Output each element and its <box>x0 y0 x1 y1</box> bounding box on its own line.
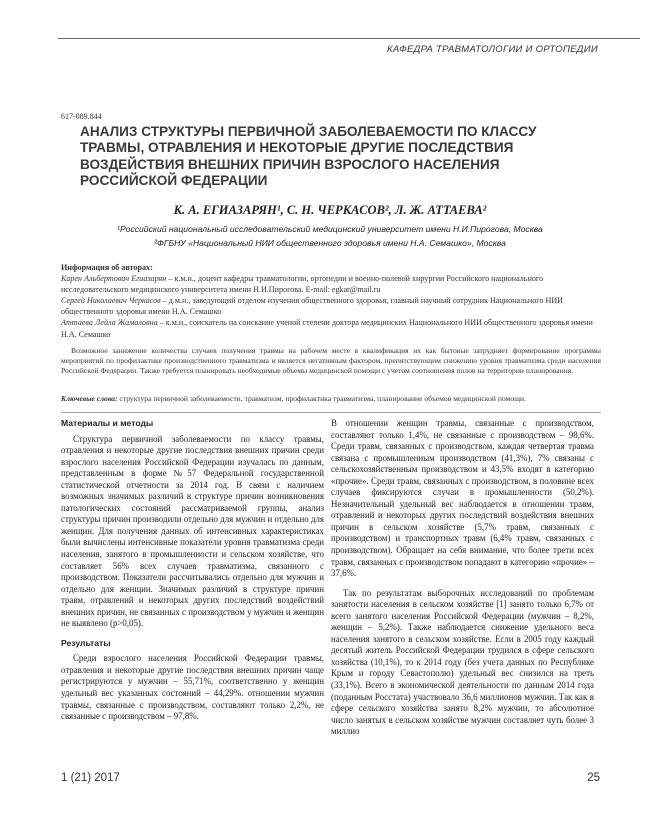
author-info-name: Карен Альбертович Егиазарян <box>61 274 167 284</box>
keywords-label: Ключевые слова: <box>61 394 118 403</box>
keywords-rule <box>61 412 601 413</box>
author-info-text: – к.м.н., доцент кафедры травматологии, ортопедии и военно-полевой хирургии Российского национального исследовательского медицинского университета имени Н.И.Пирогова. E-mail: egkar@mail.ru <box>61 274 544 295</box>
page-number: 25 <box>587 772 600 784</box>
keywords-text: структура первичной заболеваемости, травматизм, профилактика травматизма, планирование объемов медицинской помощи. <box>117 394 526 403</box>
header-rule <box>58 38 640 39</box>
author-info-heading: Информация об авторах: <box>61 263 153 272</box>
article-authors: К. А. ЕГИАЗАРЯН¹, С. Н. ЧЕРКАСОВ², Л. Ж. АТТАЕВА² <box>173 203 487 217</box>
author-info-text: – к.м.н., соискатель на соискание ученой степени доктора медицинских Национального НИИ общественного здоровья имени Н.А. Семашко <box>61 318 593 339</box>
journal-section-header: КАФЕДРА ТРАВМАТОЛОГИИ И ОРТОПЕДИИ <box>386 44 598 55</box>
author-info <box>61 262 601 340</box>
affiliation-2: ²ФГБНУ «Национальный НИИ общественного здоровья имени Н.А. Семашко», Москва <box>154 238 506 248</box>
article-title: АНАЛИЗ СТРУКТУРЫ ПЕРВИЧНОЙ ЗАБОЛЕВАЕМОСТИ ПО КЛАССУ ТРАВМЫ, ОТРАВЛЕНИЯ И НЕКОТОРЫЕ ДРУГИЕ ПОСЛЕДСТВИЯ ВОЗДЕЙСТВИЯ ВНЕШНИХ ПРИЧИН ВЗРОСЛОГО НАСЕЛЕНИЯ РОССИЙСКОЙ ФЕДЕРАЦИИ <box>80 124 537 189</box>
affiliation-1: ¹Российский национальный исследовательский медицинский университет имени Н.И.Пирогова, Москва <box>117 224 543 234</box>
results-heading: Результаты <box>61 637 111 648</box>
keywords <box>61 394 601 403</box>
udk-code: 617-089.844 <box>61 112 102 121</box>
right-column <box>331 418 594 738</box>
author-info-entry <box>61 273 601 295</box>
left-column <box>61 418 324 723</box>
methods-paragraph: Структура первичной заболеваемости по классу травмы, отравления и некоторые другие последствия внешних причин среди взрослого населения Российской Федерации изучалась по данным, представленным в форме №57 Федеральной государственной статистической отчетности за 2014 год. В связи с наличием возможных значимых различий в структуре причин возникновения патологических состояний рассматриваемой группы, анализ структуры причин производили отдельно для мужчин и отдельно для женщин. Для получения данных об интенсивных характеристиках были вычислены интенсивные показатели уровня травматизма среди населения, занятого в промышленности и сельском хозяйстве, что составляет 56% всех случаев травматизма, связанного с производством. Показатели рассчитывались отдельно для мужчин и отдельно для женщин. Значимых различий в структуре причин травм, отравлений и некоторых других последствий воздействий внешних причин, не связанных с производством у мужчин и женщин не выявлено (р>0,05). <box>61 433 324 629</box>
employment-paragraph: Так по результатам выборочных исследований по проблемам занятости населения в сельском хозяйстве [1] занято только 6,7% от всего занятого населения Российской Федерации (мужчин – 8,2%, женщин – 5,2%). Также наблюдается снижение удельного веса населения занятого в сельском хозяйстве. Если в 2005 году каждый десятый житель Российской Федерации трудился в сфере сельского хозяйства (10,1%), то к 2014 году (без учета данных по Республике Крым и городу Севастополю) удельный вес снизился на треть (33,1%). Всего в экономической деятельности по данным 2014 года (поданным Росстата) участвовало 36,6 миллионов мужчин. Так как в сфере сельского хозяйства занято 8,2% мужчин, то абсолютное число занятых в сельском хозяйстве мужчин составляет чуть более 3 миллио <box>331 587 594 737</box>
author-info-name: Сергей Николаевич Черкасов <box>61 296 161 306</box>
author-info-entry <box>61 317 601 339</box>
author-info-name: Аттаева Лейла Жамаловна <box>61 318 158 328</box>
issue-number: 1 (21) 2017 <box>61 772 120 784</box>
methods-heading: Материалы и методы <box>61 418 154 428</box>
abstract: Возможное занижение количества случаев получения травмы на рабочем месте в квалификация их как бытовые затрудняет формирование программы мероприятий по профилактике производственного травматизма и является негативным фактором, препятствующим снижению уровня травматизма среди населения Российской Федерации. Также требуется планировать необходимые объемы медицинской помощи с учетом соотношения полов на территории планирования. <box>61 346 601 376</box>
author-info-entry <box>61 295 601 317</box>
author-info-text: – д.м.н., заведующий отделом изучения общественного здоровья, главный научный сотрудник Национального НИИ общественного здоровья имени Н.А. Семашко <box>61 296 564 317</box>
results-paragraph: Среди взрослого населения Российской Федерации травмы, отравления и некоторые другие последствия внешних причин чаще регистрируются у мужчин – 55,71%, соответственно у женщин удельный вес указанных состояний – 44,29%. отношении мужчин травмы, связанные с производством, составляют только 2,2%, не связанные с производством – 97,8%. <box>61 653 324 722</box>
results-paragraph-continued: В отношении женщин травмы, связанные с производством, составляют только 1,4%, не связанные с производством – 98,6%. Среди травм, связанных с производством, каждая четвертая травма связана с промышленным производством (41,3%), 7% связаны с сельскохозяйственным производством и 43,5% входят в категорию «прочие». Среди травм, связанных с производством, в половине всех случаев фиксируются случаи в промышленности (50,2%). Незначительный удельный вес наблюдается в отношении травм, отравлений и некоторых других последствий воздействия внешних причин в сельском хозяйстве (5,7% травм, связанных с производством) и транспортных травм (6,4% травм, связанных с производством). Обращает на себя внимание, что более трети всех травм, связанных с производством попадают в категорию «прочие» – 37,6%. <box>331 418 594 579</box>
